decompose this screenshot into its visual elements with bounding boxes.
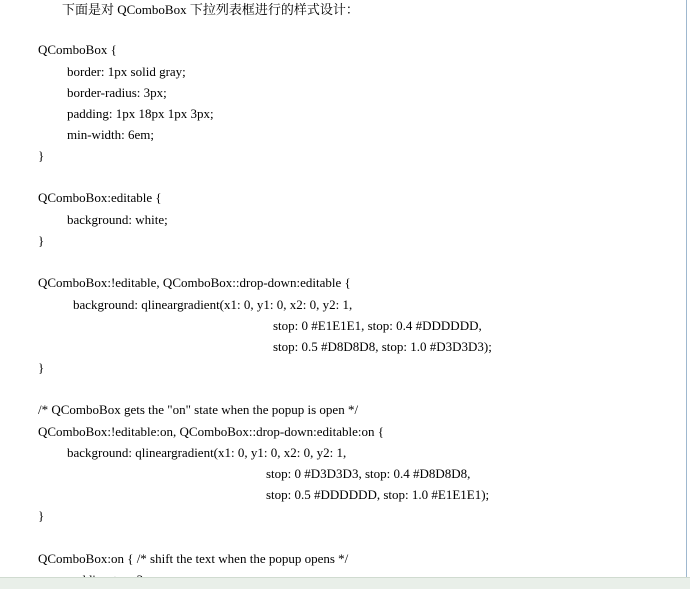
code-line: } [38, 233, 45, 248]
code-line: min-width: 6em; [67, 127, 155, 142]
code-line: background: qlineargradient(x1: 0, y1: 0, x2: 0, y2: 1, [73, 297, 353, 312]
code-line: border-radius: 3px; [67, 85, 167, 100]
code-line: } [38, 148, 45, 163]
page-edge-divider [686, 0, 687, 578]
code-line: stop: 0.5 #D8D8D8, stop: 1.0 #D3D3D3); [273, 339, 492, 354]
code-line: QComboBox:editable { [38, 190, 162, 205]
code-line: } [38, 360, 45, 375]
code-line: QComboBox { [38, 42, 117, 57]
horizontal-scrollbar-track[interactable] [0, 577, 690, 589]
code-line: stop: 0 #E1E1E1, stop: 0.4 #DDDDDD, [273, 318, 482, 333]
code-line: QComboBox:on { /* shift the text when the popup opens */ [38, 551, 349, 566]
code-comment: /* QComboBox gets the "on" state when the popup is open */ [38, 402, 359, 417]
code-line: stop: 0 #D3D3D3, stop: 0.4 #D8D8D8, [266, 466, 471, 481]
code-line: padding: 1px 18px 1px 3px; [67, 106, 214, 121]
code-line: background: white; [67, 212, 168, 227]
code-line: } [38, 508, 45, 523]
code-line: QComboBox:!editable, QComboBox::drop-down:editable { [38, 275, 351, 290]
code-line: QComboBox:!editable:on, QComboBox::drop-down:editable:on { [38, 424, 385, 439]
code-line: border: 1px solid gray; [67, 64, 186, 79]
code-line: stop: 0.5 #DDDDDD, stop: 1.0 #E1E1E1); [266, 487, 490, 502]
code-line: background: qlineargradient(x1: 0, y1: 0, x2: 0, y2: 1, [67, 445, 347, 460]
intro-text: 下面是对 QComboBox 下拉列表框进行的样式设计： [62, 2, 359, 17]
